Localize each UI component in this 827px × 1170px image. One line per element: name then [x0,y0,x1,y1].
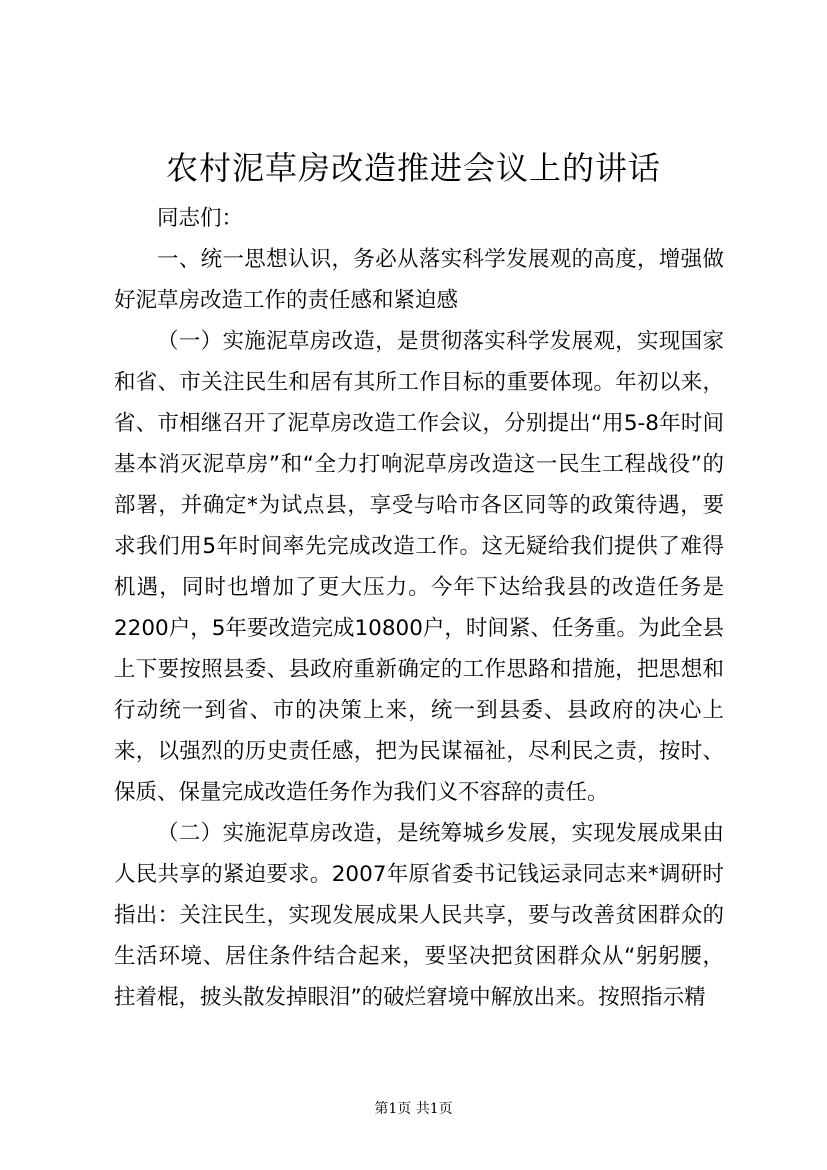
section-heading-paragraph: 一、统一思想认识，务必从落实科学发展观的高度，增强做好泥草房改造工作的责任感和紧迫感 [114,247,724,313]
page-footer: 第1页 共1页 [374,1101,453,1117]
body-paragraph-1: （一）实施泥草房改造，是贯彻落实科学发展观，实现国家和省、市关注民生和居有其所工作目标的重要体现。年初以来，省、市相继召开了泥草房改造工作会议，分别提出“用5-8年时间基本消灭泥草房”和“全力打响泥草房改造这一民生工程战役”的部署，并确定*为试点县，享受与哈市各区同等的政策待遇，要求我们用5年时间率先完成改造工作。这无疑给我们提供了难得机遇，同时也增加了更大压力。今年下达给我县的改造任务是2200户，5年要改造完成10800户，时间紧、任务重。为此全县上下要按照县委、县政府重新确定的工作思路和措施，把思想和行动统一到省、市的决策上来，统一到县委、县政府的决心上来，以强烈的历史责任感，把为民谋福祉，尽利民之责，按时、保质、保量完成改造任务作为我们义不容辞的责任。 [114,329,724,805]
body-paragraph-2: （二）实施泥草房改造，是统筹城乡发展，实现发展成果由人民共享的紧迫要求。2007年原省委书记钱运录同志来*调研时指出：关注民生，实现发展成果人民共享，要与改善贫困群众的生活环境、居住条件结合起来，要坚决把贫困群众从“躬躬腰，拄着棍，披头散发掉眼泪”的破烂窘境中解放出来。按照指示精 [114,821,724,1010]
salutation-paragraph: 同志们： [157,206,244,231]
document-body [114,198,724,1018]
document-title: 农村泥草房改造推进会议上的讲话 [165,149,661,187]
